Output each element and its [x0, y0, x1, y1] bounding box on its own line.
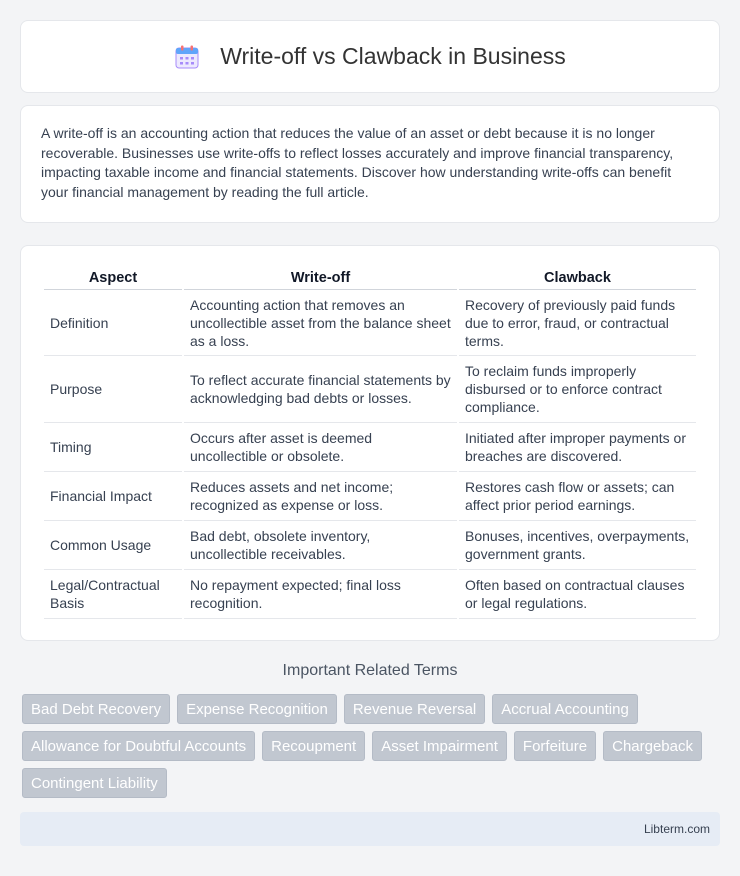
- header-card: [20, 20, 720, 93]
- related-term-tag[interactable]: Accrual Accounting: [492, 694, 638, 724]
- table-row: [44, 570, 696, 619]
- clawback-cell: Initiated after improper payments or breaches are discovered.: [459, 423, 696, 472]
- related-term-tag[interactable]: Chargeback: [603, 731, 702, 761]
- related-term-tag[interactable]: Bad Debt Recovery: [22, 694, 170, 724]
- write-off-cell: To reflect accurate financial statements by acknowledging bad debts or losses.: [184, 356, 457, 423]
- related-term-tag[interactable]: Contingent Liability: [22, 768, 167, 798]
- header-clawback: Clawback: [459, 266, 696, 290]
- calendar-icon: [174, 44, 200, 70]
- related-term-tag[interactable]: Asset Impairment: [372, 731, 507, 761]
- table-header-row: [44, 266, 696, 290]
- header-aspect: Aspect: [44, 266, 182, 290]
- write-off-cell: Occurs after asset is deemed uncollectible or obsolete.: [184, 423, 457, 472]
- clawback-cell: Recovery of previously paid funds due to error, fraud, or contractual terms.: [459, 290, 696, 356]
- related-terms-list: [22, 694, 722, 798]
- aspect-cell: Legal/Contractual Basis: [44, 570, 182, 619]
- write-off-cell: Bad debt, obsolete inventory, uncollectible receivables.: [184, 521, 457, 570]
- header-write-off: Write-off: [184, 266, 457, 290]
- comparison-table-card: [20, 245, 720, 641]
- table-row: [44, 423, 696, 472]
- write-off-cell: Accounting action that removes an uncollectible asset from the balance sheet as a loss.: [184, 290, 457, 356]
- clawback-cell: Bonuses, incentives, overpayments, government grants.: [459, 521, 696, 570]
- clawback-cell: Restores cash flow or assets; can affect prior period earnings.: [459, 472, 696, 521]
- table-row: [44, 290, 696, 356]
- aspect-cell: Purpose: [44, 356, 182, 423]
- aspect-cell: Financial Impact: [44, 472, 182, 521]
- clawback-cell: To reclaim funds improperly disbursed or to enforce contract compliance.: [459, 356, 696, 423]
- related-term-tag[interactable]: Forfeiture: [514, 731, 596, 761]
- aspect-cell: Definition: [44, 290, 182, 356]
- clawback-cell: Often based on contractual clauses or legal regulations.: [459, 570, 696, 619]
- intro-text: A write-off is an accounting action that reduces the value of an asset or debt because it is no longer recoverable. Businesses use write-offs to reflect losses accurately and improve financial transparency, impacting taxable income and financial statements. Discover how understanding write-offs can benefit your financial management by reading the full article.: [41, 125, 674, 200]
- table-row: [44, 472, 696, 521]
- related-term-tag[interactable]: Recoupment: [262, 731, 365, 761]
- intro-card: [20, 105, 720, 223]
- aspect-cell: Timing: [44, 423, 182, 472]
- footer-site-link[interactable]: Libterm.com: [643, 822, 710, 836]
- related-term-tag[interactable]: Expense Recognition: [177, 694, 337, 724]
- related-term-tag[interactable]: Revenue Reversal: [344, 694, 485, 724]
- comparison-table: [42, 266, 698, 619]
- related-term-tag[interactable]: Allowance for Doubtful Accounts: [22, 731, 255, 761]
- write-off-cell: No repayment expected; final loss recognition.: [184, 570, 457, 619]
- aspect-cell: Common Usage: [44, 521, 182, 570]
- page-title: Write-off vs Clawback in Business: [220, 43, 566, 69]
- table-row: [44, 356, 696, 423]
- footer: [20, 812, 720, 846]
- related-terms-title: Important Related Terms: [282, 662, 458, 679]
- write-off-cell: Reduces assets and net income; recognized as expense or loss.: [184, 472, 457, 521]
- table-row: [44, 521, 696, 570]
